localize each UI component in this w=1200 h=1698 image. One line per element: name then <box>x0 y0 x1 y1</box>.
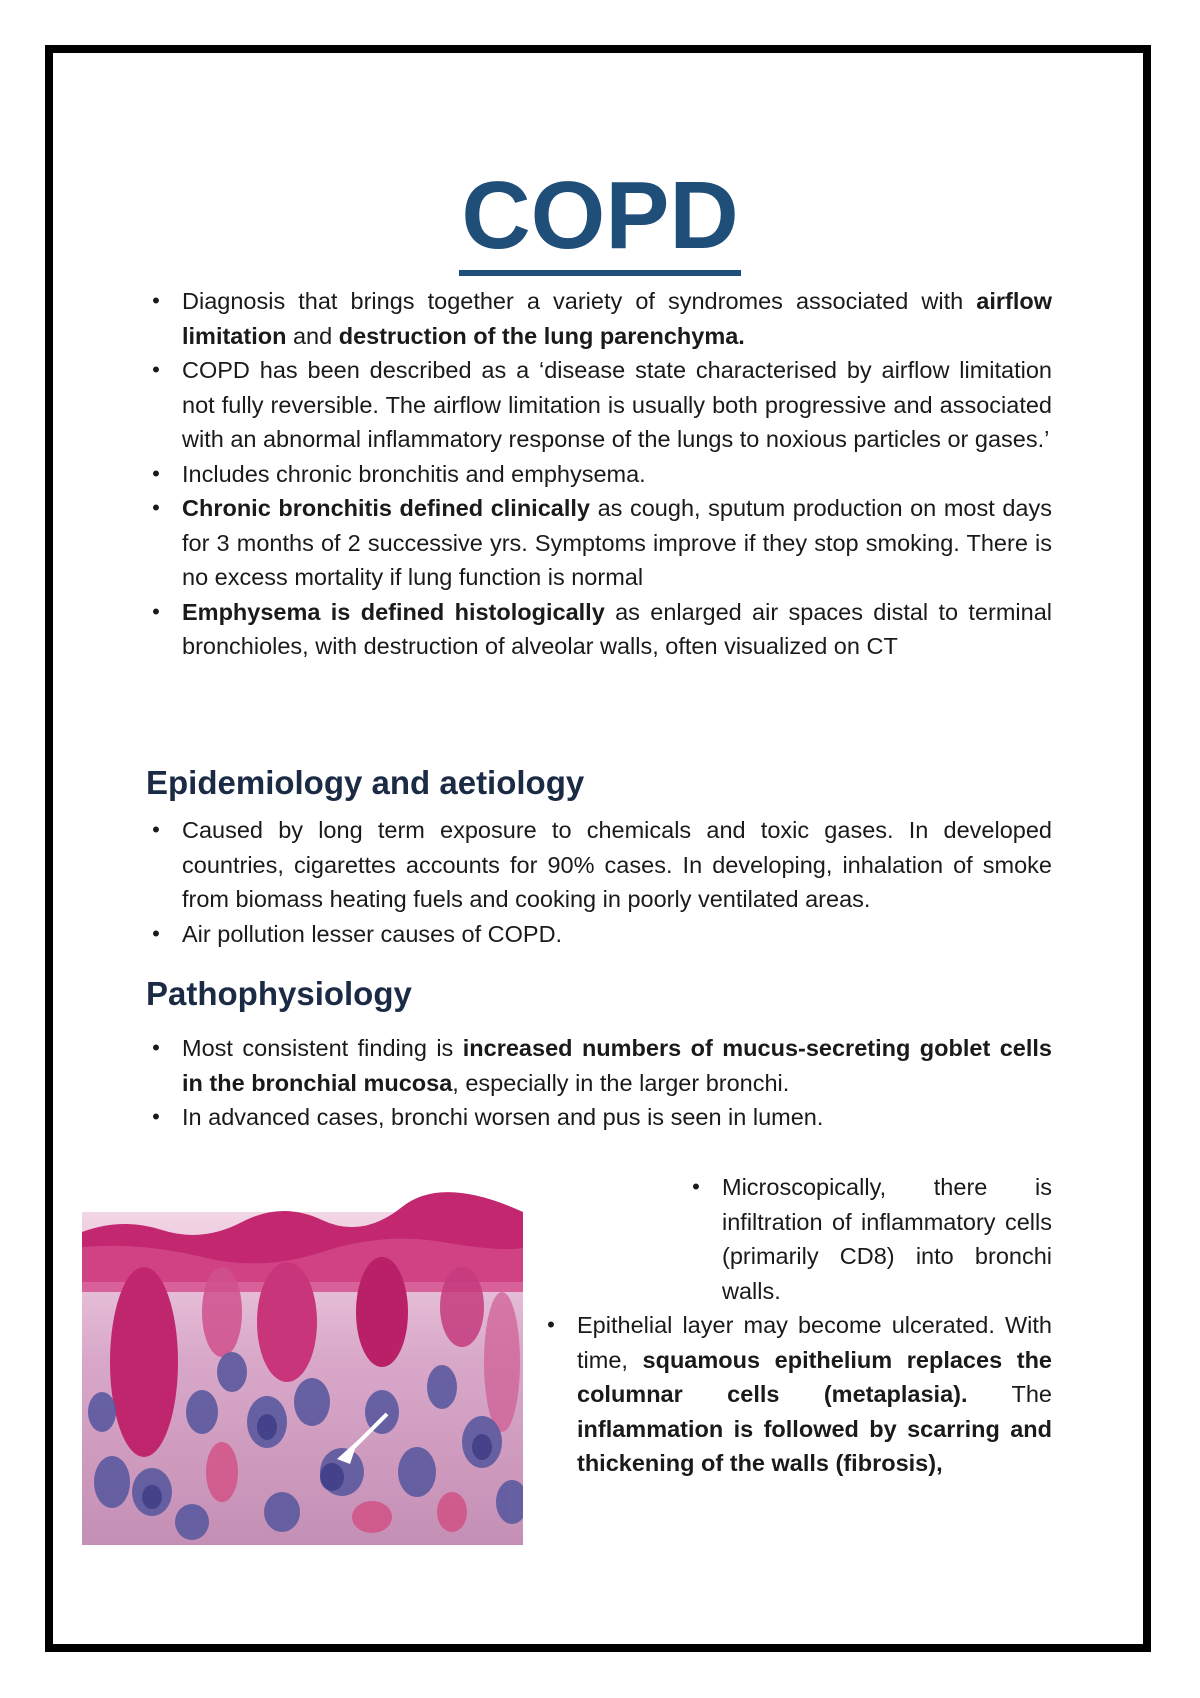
bullet-microscopically <box>686 1170 1052 1308</box>
body-text: Air pollution lesser causes of COPD. <box>182 920 563 947</box>
body-text: COPD has been described as a ‘disease state characterised by airflow limitation not fully reversible. The airflow limitation is usually both progressive and associated with an abnormal inflammatory response of the lungs to noxious particles or gases.’ <box>182 357 1052 452</box>
micrograph-illustration <box>82 1172 523 1545</box>
intro-bullet-list <box>146 284 1052 664</box>
bullet-dot-icon: • <box>692 1174 700 1199</box>
bullet-dot-icon: • <box>152 1035 160 1060</box>
epidemiology-bullet-list <box>146 813 1052 951</box>
bullet-advanced-cases <box>146 1100 1052 1135</box>
bold-text: airflow limitation <box>182 288 1052 349</box>
body-text: Includes chronic bronchitis and emphysema. <box>182 460 646 487</box>
histology-micrograph <box>82 1172 523 1545</box>
bullet-diagnosis <box>146 284 1052 353</box>
epithelial-bullet-list <box>541 1308 1052 1481</box>
heading-pathophysiology: Pathophysiology <box>146 975 412 1012</box>
bullet-dot-icon: • <box>152 460 160 486</box>
body-text: The <box>967 1381 1052 1407</box>
bold-text: Emphysema is defined histologically <box>182 598 605 625</box>
bullet-dot-icon: • <box>152 920 160 946</box>
bullet-epithelial-layer <box>541 1308 1052 1481</box>
bullet-goblet-cells <box>146 1031 1052 1100</box>
heading-epidemiology: Epidemiology and aetiology <box>146 764 585 801</box>
bullet-dot-icon: • <box>152 1104 160 1129</box>
body-text: In advanced cases, bronchi worsen and pus is seen in lumen. <box>182 1104 824 1130</box>
bullet-dot-icon: • <box>152 495 160 520</box>
body-text: Diagnosis that brings together a variety of syndromes associated with <box>182 288 977 314</box>
bold-text: inflammation is followed by scarring and thickening of the walls (fibrosis), <box>577 1415 1052 1476</box>
body-text: Epithelial layer may become ulcerated. With time, <box>577 1312 1052 1373</box>
pathophysiology-bullet-list <box>146 1031 1052 1135</box>
body-text: Microscopically, there is infiltration of inflammatory cells (primarily CD8) into bronchi walls. <box>722 1174 1052 1304</box>
bullet-dot-icon: • <box>152 288 160 313</box>
body-text: as cough, sputum production on most days for 3 months of 2 successive yrs. Symptoms improve if they stop smoking. There is no excess mortality if lung function is normal <box>182 495 1053 590</box>
body-text: Most consistent finding is <box>182 1035 463 1061</box>
bullet-includes <box>146 457 1052 492</box>
bullet-dot-icon: • <box>152 598 160 624</box>
bullet-dot-icon: • <box>152 817 160 842</box>
body-text: Caused by long term exposure to chemicals and toxic gases. In developed countries, cigarettes accounts for 90% cases. In developing, inhalation of smoke from biomass heating fuels and cooking in poorly ventilated areas. <box>182 817 1052 912</box>
body-text: and <box>286 322 339 349</box>
bullet-chronic-bronchitis <box>146 491 1052 595</box>
bold-text: destruction of the lung parenchyma. <box>338 322 745 349</box>
bold-text: Chronic bronchitis defined clinically <box>182 495 590 521</box>
bullet-dot-icon: • <box>152 357 160 382</box>
page-title: COPD <box>0 168 1200 276</box>
bullet-disease-state <box>146 353 1052 457</box>
body-text: as enlarged air spaces distal to terminal bronchioles, with destruction of alveolar walls, often visualized on CT <box>182 598 1052 659</box>
bullet-air-pollution <box>146 917 1052 952</box>
bold-text: increased numbers of mucus-secreting goblet cells in the bronchial mucosa <box>182 1035 1052 1096</box>
bold-text: squamous epithelium replaces the columnar cells (metaplasia). <box>577 1346 1052 1407</box>
bullet-emphysema <box>146 595 1052 664</box>
microscopic-bullet-list <box>686 1170 1052 1308</box>
bullet-causes <box>146 813 1052 917</box>
bullet-dot-icon: • <box>547 1312 555 1337</box>
body-text: , especially in the larger bronchi. <box>452 1069 790 1096</box>
